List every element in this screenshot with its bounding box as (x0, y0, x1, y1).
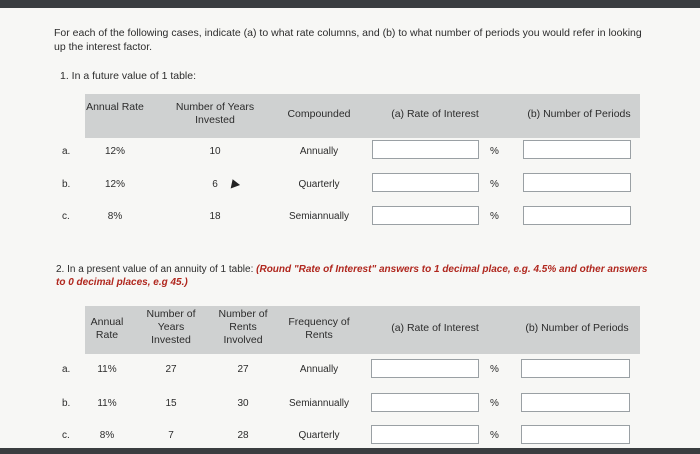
header-rate-of-interest: (a) Rate of Interest (391, 108, 479, 120)
section2-header-row (85, 306, 640, 354)
header-years-invested: Number of Years Invested (146, 308, 196, 346)
percent-sign: % (490, 146, 499, 157)
years-invested: 27 (165, 364, 177, 375)
header-annual-rate: Annual Rate (86, 101, 144, 113)
years-invested: 6 (212, 179, 218, 190)
number-of-periods-input[interactable] (521, 393, 630, 412)
frequency-of-rents: Quarterly (298, 430, 340, 441)
header-rents-involved: Number of Rents Involved (218, 308, 268, 346)
rate-of-interest-input[interactable] (371, 425, 479, 444)
number-of-periods-input[interactable] (521, 425, 630, 444)
annual-rate: 11% (97, 364, 117, 375)
frequency-of-rents: Semiannually (288, 398, 350, 409)
percent-sign: % (490, 398, 499, 409)
mouse-cursor-icon (228, 178, 240, 189)
compounded: Quarterly (298, 179, 340, 190)
annual-rate: 8% (107, 211, 123, 222)
number-of-periods-input[interactable] (523, 140, 631, 159)
row-label: b. (62, 398, 71, 409)
rents-involved: 30 (237, 398, 249, 409)
annual-rate: 11% (97, 398, 117, 409)
row-label: b. (62, 179, 71, 190)
header-frequency-of-rents: Frequency of Rents (288, 316, 350, 341)
rents-involved: 28 (237, 430, 249, 441)
row-label: a. (62, 146, 71, 157)
section1-header-row (85, 94, 640, 138)
header-annual-rate: Annual Rate (90, 316, 124, 341)
annual-rate: 12% (104, 179, 126, 190)
rounding-instructions: (Round "Rate of Interest" answers to 1 decimal place, e.g. 4.5% and other answers to 0 decimal places, e.g 45.) (56, 264, 648, 288)
rate-of-interest-input[interactable] (372, 173, 479, 192)
number-of-periods-input[interactable] (523, 173, 631, 192)
row-label: c. (62, 430, 70, 441)
number-of-periods-input[interactable] (523, 206, 631, 225)
annual-rate: 8% (99, 430, 115, 441)
instructions-text: For each of the following cases, indicate (a) to what rate columns, and (b) to what number of periods you would refer in looking up the interest factor. (54, 27, 642, 53)
number-of-periods-input[interactable] (521, 359, 630, 378)
section2-title (56, 263, 656, 289)
compounded: Semiannually (288, 211, 350, 222)
annual-rate: 12% (104, 146, 126, 157)
years-invested: 10 (209, 146, 221, 157)
section1-title: 1. In a future value of 1 table: (60, 70, 197, 82)
percent-sign: % (490, 364, 499, 375)
years-invested: 15 (165, 398, 177, 409)
row-label: c. (62, 211, 70, 222)
years-invested: 18 (209, 211, 221, 222)
frequency-of-rents: Annually (299, 364, 339, 375)
rate-of-interest-input[interactable] (372, 140, 479, 159)
percent-sign: % (490, 211, 499, 222)
rate-of-interest-input[interactable] (371, 359, 479, 378)
years-invested: 7 (168, 430, 174, 441)
percent-sign: % (490, 430, 499, 441)
header-rate-of-interest: (a) Rate of Interest (391, 322, 479, 334)
header-number-of-periods: (b) Number of Periods (525, 322, 629, 334)
compounded: Annually (299, 146, 339, 157)
header-years-invested: Number of Years Invested (175, 101, 255, 126)
header-number-of-periods: (b) Number of Periods (527, 108, 631, 120)
header-compounded: Compounded (287, 108, 351, 120)
question-sheet (0, 8, 700, 448)
section2-title-text: 2. In a present value of an annuity of 1 table: (56, 264, 257, 275)
rate-of-interest-input[interactable] (371, 393, 479, 412)
percent-sign: % (490, 179, 499, 190)
row-label: a. (62, 364, 71, 375)
rate-of-interest-input[interactable] (372, 206, 479, 225)
rents-involved: 27 (237, 364, 249, 375)
